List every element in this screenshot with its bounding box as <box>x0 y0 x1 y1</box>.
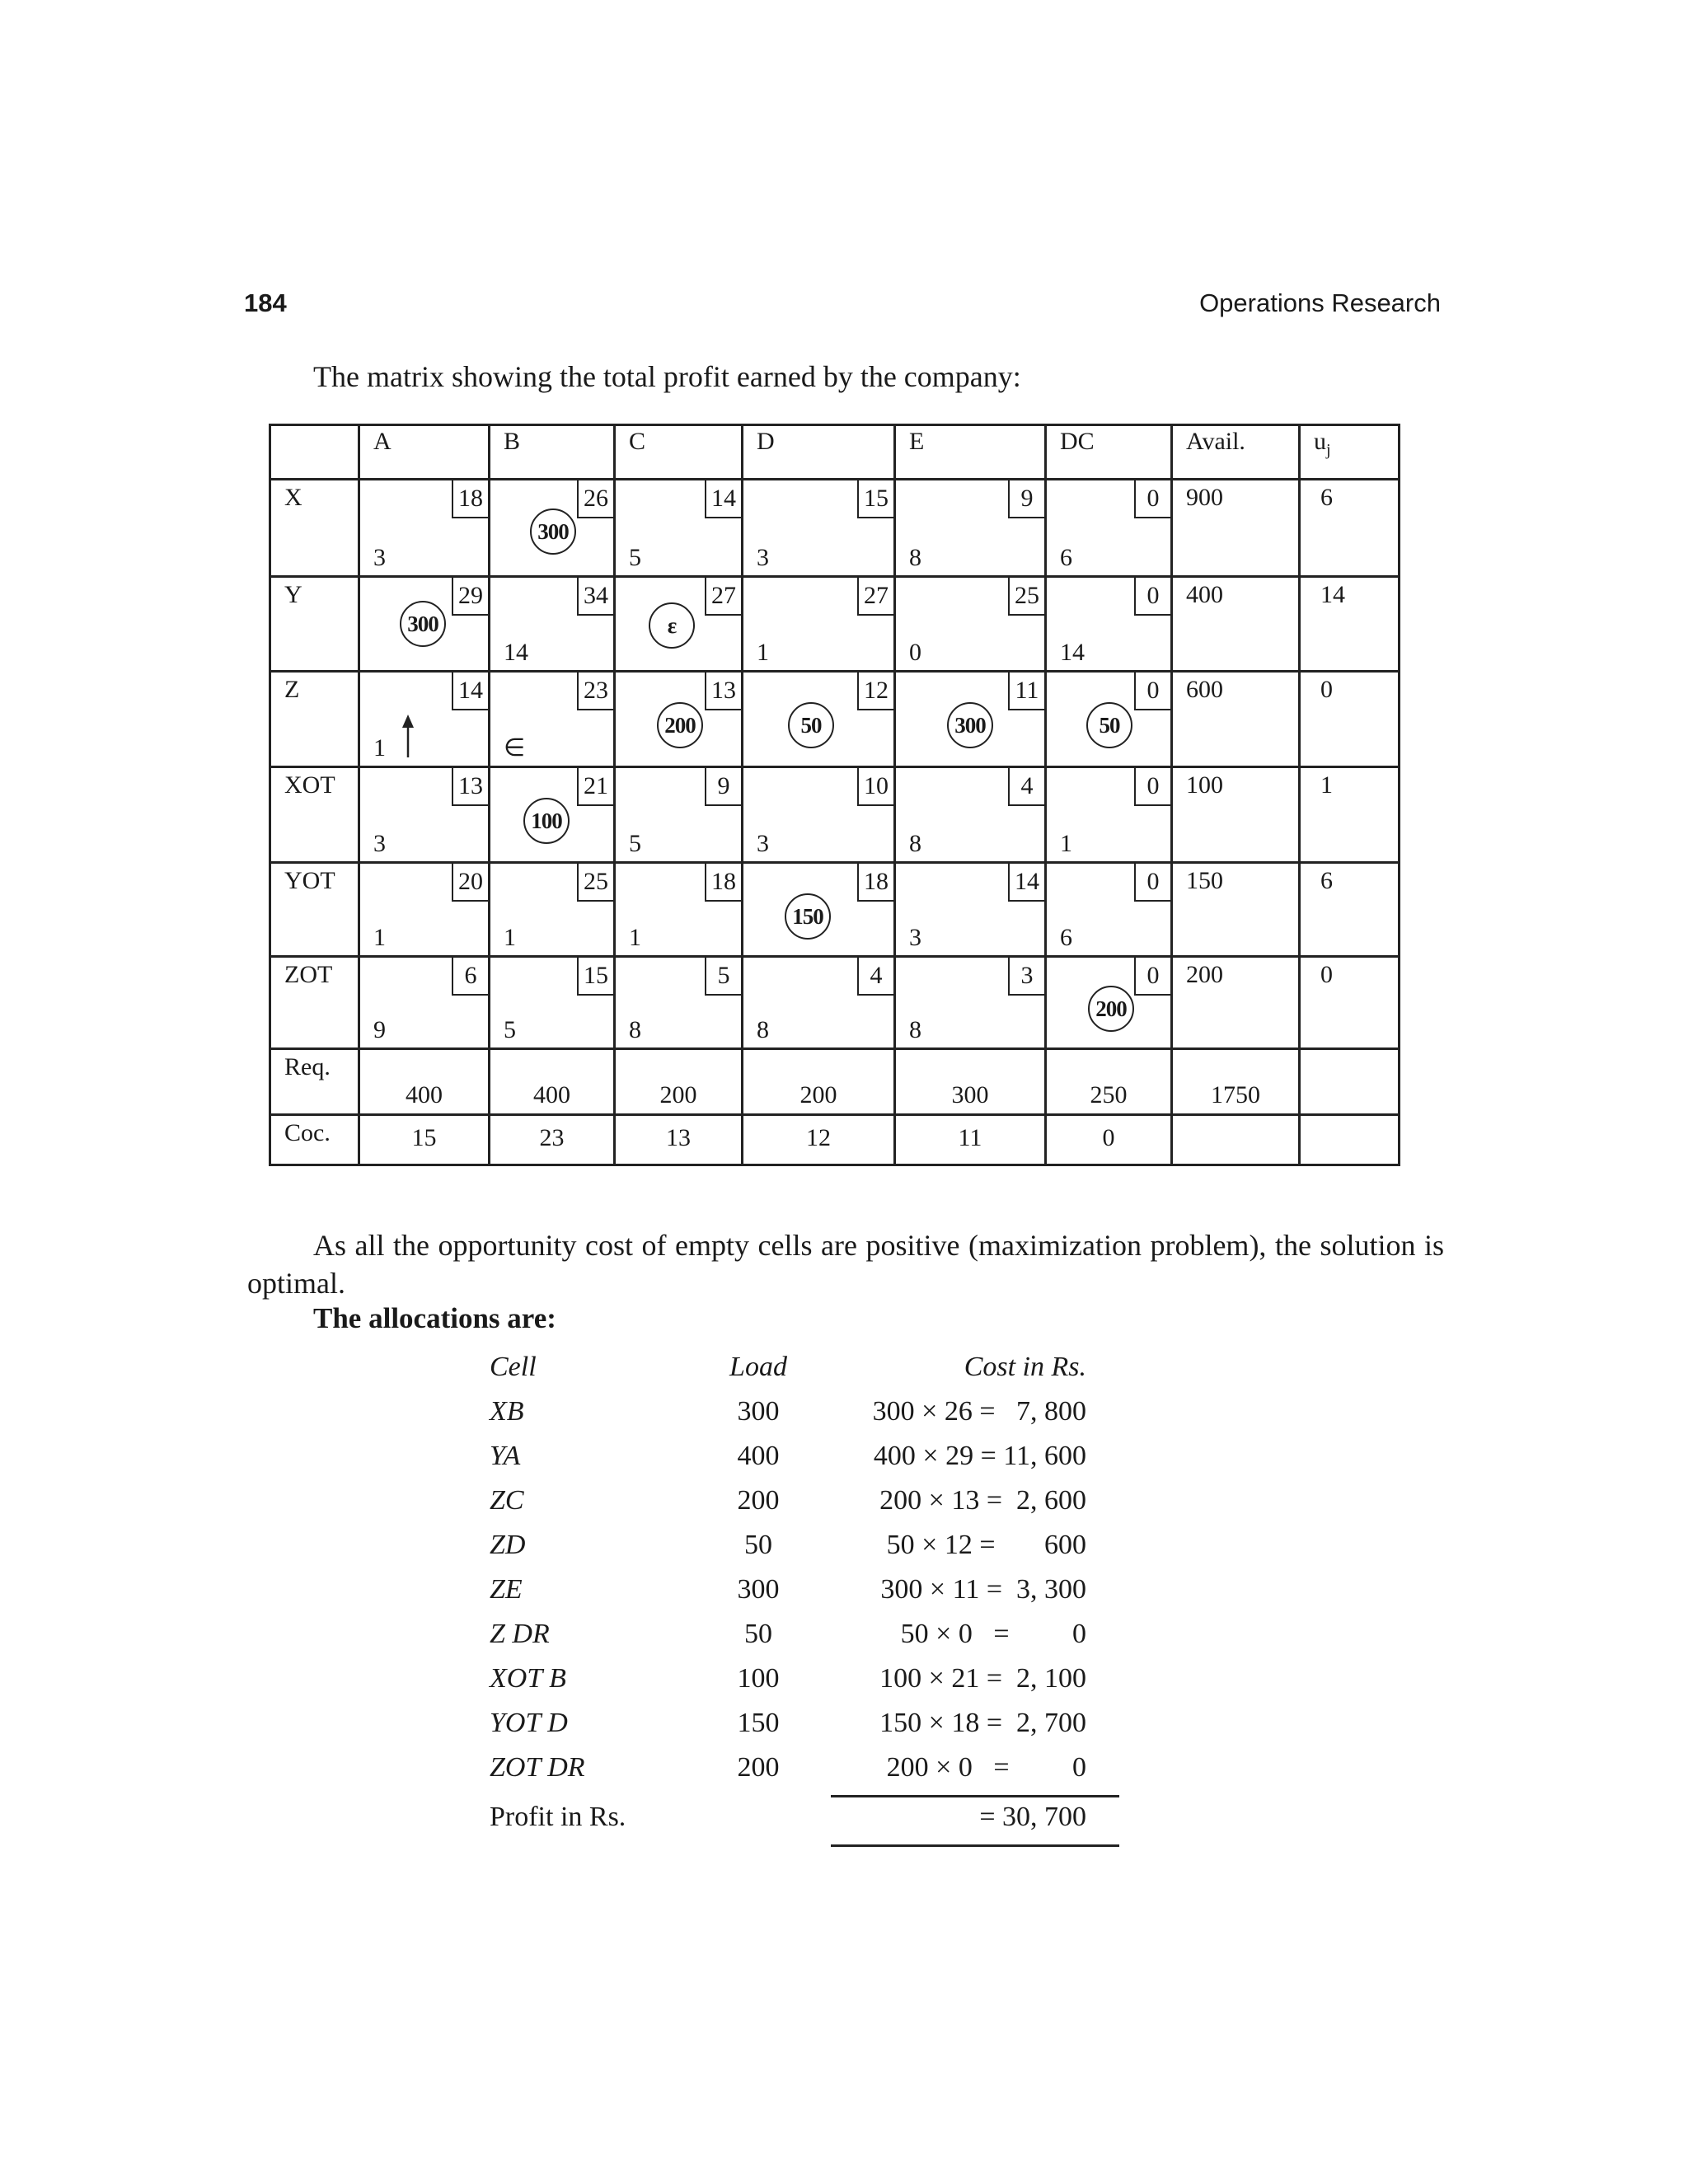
unit-profit-box: 0 <box>1134 480 1170 518</box>
allocation-circle: 150 <box>785 893 831 940</box>
unit-profit-box: 23 <box>577 673 613 710</box>
opportunity-cost: 8 <box>629 1016 641 1043</box>
row-label-cell <box>269 766 358 861</box>
unit-profit-box: 4 <box>1008 768 1044 806</box>
matrix-cell <box>488 955 613 1047</box>
matrix-cell <box>893 861 1044 955</box>
matrix-cell <box>741 766 893 861</box>
req-value: 200 <box>799 1081 837 1108</box>
coc-row <box>269 1113 1400 1166</box>
opportunity-cost: 5 <box>629 830 641 857</box>
opportunity-cost: 1 <box>373 924 386 951</box>
allocation-cell-name: ZD <box>490 1530 526 1560</box>
matrix-cell <box>613 955 741 1047</box>
unit-profit-box: 18 <box>705 864 741 902</box>
unit-profit-box: 0 <box>1134 864 1170 902</box>
u-cell <box>1298 670 1400 766</box>
coc-cell <box>358 1113 488 1166</box>
req-cell <box>613 1047 741 1113</box>
coc-label-cell <box>269 1113 358 1166</box>
req-label-cell <box>269 1047 358 1113</box>
u-value: 14 <box>1320 581 1345 608</box>
u-cell <box>1298 478 1400 575</box>
column-header <box>613 424 741 478</box>
req-cell <box>741 1047 893 1113</box>
column-header <box>358 424 488 478</box>
avail-cell <box>1170 575 1298 670</box>
availability-value: 150 <box>1186 867 1223 894</box>
matrix-cell <box>741 955 893 1047</box>
matrix-cell <box>1044 766 1170 861</box>
opportunity-cost: 3 <box>757 544 769 571</box>
opportunity-cost: 14 <box>1060 639 1085 666</box>
allocation-load: 150 <box>737 1708 780 1738</box>
allocation-load: 200 <box>737 1485 780 1516</box>
matrix-cell <box>488 478 613 575</box>
allocation-row <box>0 1574 1688 1619</box>
u-value: 6 <box>1320 484 1333 511</box>
corner-cell <box>269 424 358 478</box>
u-value: 1 <box>1320 771 1333 799</box>
matrix-header-row <box>269 424 1400 478</box>
unit-profit-box: 21 <box>577 768 613 806</box>
u-value: 0 <box>1320 676 1333 703</box>
matrix-row <box>269 575 1400 670</box>
req-cell <box>1170 1047 1298 1113</box>
allocation-row <box>0 1663 1688 1708</box>
u-value: 0 <box>1320 961 1333 988</box>
unit-profit-box: 14 <box>705 480 741 518</box>
unit-profit-box: 0 <box>1134 958 1170 996</box>
allocation-circle: 50 <box>788 702 834 748</box>
matrix-cell <box>358 861 488 955</box>
opportunity-cost: 1 <box>757 639 769 666</box>
allocation-load: 50 <box>744 1619 772 1649</box>
u-value: 6 <box>1320 867 1333 894</box>
unit-profit-box: 14 <box>452 673 488 710</box>
coc-value: 15 <box>411 1124 437 1151</box>
row-label: Y <box>284 581 302 608</box>
unit-profit-box: 14 <box>1008 864 1044 902</box>
req-cell <box>1044 1047 1170 1113</box>
column-header-label: A <box>373 428 392 455</box>
allocation-row <box>0 1485 1688 1530</box>
matrix-cell <box>613 861 741 955</box>
opportunity-cost: 6 <box>1060 924 1072 951</box>
avail-cell <box>1170 478 1298 575</box>
matrix-cell <box>1044 670 1170 766</box>
cell-header: Cell <box>490 1352 537 1382</box>
avail-cell <box>1170 766 1298 861</box>
allocation-load: 50 <box>744 1530 772 1560</box>
allocation-circle: 300 <box>530 509 576 555</box>
row-label: ZOT <box>284 961 333 988</box>
row-label-cell <box>269 575 358 670</box>
opportunity-cost: 5 <box>504 1016 516 1043</box>
opportunity-cost: 3 <box>757 830 769 857</box>
allocation-cell-name: XOT B <box>490 1663 566 1694</box>
req-value: 400 <box>406 1081 443 1108</box>
row-label-cell <box>269 861 358 955</box>
matrix-cell <box>358 670 488 766</box>
coc-cell <box>488 1113 613 1166</box>
unit-profit-box: 26 <box>577 480 613 518</box>
opportunity-cost: ∈ <box>504 734 526 762</box>
running-head: Operations Research <box>1199 288 1441 317</box>
avail-cell <box>1170 861 1298 955</box>
matrix-cell <box>613 670 741 766</box>
coc-value: 23 <box>539 1124 565 1151</box>
req-cell <box>358 1047 488 1113</box>
coc-cell <box>1044 1113 1170 1166</box>
conclusion-paragraph: As all the opportunity cost of empty cells are positive (maximization problem), the solution is optimal. <box>247 1229 1444 1300</box>
allocation-load: 300 <box>737 1396 780 1427</box>
req-row <box>269 1047 1400 1113</box>
req-cell <box>488 1047 613 1113</box>
matrix-cell <box>613 478 741 575</box>
coc-value: 13 <box>666 1124 691 1151</box>
opportunity-cost: 14 <box>504 639 528 666</box>
profit-matrix <box>269 424 1400 1166</box>
matrix-cell <box>893 670 1044 766</box>
allocation-circle: 300 <box>947 702 993 748</box>
availability-value: 900 <box>1186 484 1223 511</box>
allocation-cost: 50 × 12 = 600 <box>886 1530 1086 1560</box>
req-cell <box>893 1047 1044 1113</box>
matrix-row <box>269 955 1400 1047</box>
availability-value: 600 <box>1186 676 1223 703</box>
req-value: 300 <box>951 1081 989 1108</box>
coc-cell <box>893 1113 1044 1166</box>
row-label-cell <box>269 955 358 1047</box>
matrix-cell <box>358 766 488 861</box>
matrix-cell <box>1044 955 1170 1047</box>
unit-profit-box: 9 <box>1008 480 1044 518</box>
allocation-cost: 300 × 26 = 7, 800 <box>872 1396 1086 1427</box>
allocation-cell-name: XB <box>490 1396 524 1427</box>
matrix-cell <box>1044 861 1170 955</box>
sum-rule-bottom <box>831 1844 1119 1847</box>
allocation-row <box>0 1396 1688 1441</box>
matrix-cell <box>358 575 488 670</box>
row-label-cell <box>269 670 358 766</box>
allocation-row <box>0 1530 1688 1574</box>
allocation-row <box>0 1708 1688 1752</box>
req-value: 200 <box>659 1081 697 1108</box>
opportunity-cost: 8 <box>909 830 921 857</box>
matrix-cell <box>893 575 1044 670</box>
sum-rule-top <box>831 1795 1119 1797</box>
req-cell <box>1298 1047 1400 1113</box>
matrix-row <box>269 766 1400 861</box>
matrix-row <box>269 861 1400 955</box>
column-header <box>1044 424 1170 478</box>
allocation-circle: 200 <box>657 702 703 748</box>
opportunity-cost: 3 <box>373 544 386 571</box>
allocation-cell-name: ZE <box>490 1574 523 1605</box>
u-cell <box>1298 955 1400 1047</box>
matrix-cell <box>741 478 893 575</box>
matrix-cell <box>358 955 488 1047</box>
column-header <box>488 424 613 478</box>
allocation-cost: 200 × 13 = 2, 600 <box>879 1485 1086 1516</box>
matrix-cell <box>488 766 613 861</box>
unit-profit-box: 11 <box>1008 673 1044 710</box>
load-header: Load <box>729 1352 787 1382</box>
req-label: Req. <box>284 1053 331 1080</box>
allocation-cell-name: Z DR <box>490 1619 550 1649</box>
column-header <box>1298 424 1400 478</box>
matrix-cell <box>1044 478 1170 575</box>
column-header-label: $u_j$ <box>1314 428 1331 459</box>
avail-cell <box>1170 670 1298 766</box>
coc-value: 0 <box>1102 1124 1115 1151</box>
unit-profit-box: 10 <box>857 768 893 806</box>
allocation-row <box>0 1752 1688 1797</box>
allocation-cost: 300 × 11 = 3, 300 <box>880 1574 1086 1605</box>
avail-cell <box>1170 955 1298 1047</box>
allocation-cost: 100 × 21 = 2, 100 <box>879 1663 1086 1694</box>
allocation-circle: 100 <box>523 798 570 844</box>
unit-profit-box: 20 <box>452 864 488 902</box>
column-header-label: C <box>629 428 646 455</box>
allocation-cost: 400 × 29 = 11, 600 <box>873 1441 1086 1471</box>
matrix-row <box>269 670 1400 766</box>
unit-profit-box: 5 <box>705 958 741 996</box>
coc-cell <box>1298 1113 1400 1166</box>
unit-profit-box: 27 <box>705 578 741 616</box>
allocation-cell-name: ZC <box>490 1485 524 1516</box>
matrix-cell <box>741 670 893 766</box>
cost-header: Cost in Rs. <box>964 1352 1086 1382</box>
allocation-load: 300 <box>737 1574 780 1605</box>
unit-profit-box: 29 <box>452 578 488 616</box>
matrix-cell <box>741 861 893 955</box>
allocation-load: 100 <box>737 1663 780 1694</box>
matrix-row <box>269 478 1400 575</box>
allocation-circle: 50 <box>1086 702 1132 748</box>
matrix-cell <box>488 670 613 766</box>
allocations-heading: The allocations are: <box>313 1302 556 1334</box>
allocation-row <box>0 1441 1688 1485</box>
u-cell <box>1298 861 1400 955</box>
column-header-label: B <box>504 428 521 455</box>
opportunity-cost: 8 <box>909 544 921 571</box>
allocation-cell-name: YA <box>490 1441 521 1471</box>
total-profit-value: = 30, 700 <box>979 1802 1086 1832</box>
subscript: j <box>1326 441 1331 459</box>
matrix-cell <box>893 478 1044 575</box>
opportunity-cost: 9 <box>373 1016 386 1043</box>
opportunity-cost: 8 <box>909 1016 921 1043</box>
allocation-circle: 300 <box>400 601 446 647</box>
allocation-cell-name: ZOT DR <box>490 1752 585 1783</box>
opportunity-cost: 3 <box>373 830 386 857</box>
column-header-label: D <box>757 428 775 455</box>
unit-profit-box: 0 <box>1134 673 1170 710</box>
row-label: X <box>284 484 302 511</box>
page-number: 184 <box>244 288 287 317</box>
allocation-cost: 150 × 18 = 2, 700 <box>879 1708 1086 1738</box>
allocation-cost: 50 × 0 = 0 <box>900 1619 1086 1649</box>
allocation-row <box>0 1619 1688 1663</box>
unit-profit-box: 4 <box>857 958 893 996</box>
u-cell <box>1298 575 1400 670</box>
availability-value: 400 <box>1186 581 1223 608</box>
matrix-cell <box>488 861 613 955</box>
allocation-cost: 200 × 0 = 0 <box>886 1752 1086 1783</box>
unit-profit-box: 15 <box>857 480 893 518</box>
column-header <box>1170 424 1298 478</box>
matrix-cell <box>893 766 1044 861</box>
opportunity-cost: 1 <box>504 924 516 951</box>
unit-profit-box: 18 <box>452 480 488 518</box>
matrix-cell <box>488 575 613 670</box>
opportunity-cost: 1 <box>1060 830 1072 857</box>
coc-value: 12 <box>806 1124 831 1151</box>
req-value: 400 <box>533 1081 570 1108</box>
coc-cell <box>613 1113 741 1166</box>
opportunity-cost: 8 <box>757 1016 769 1043</box>
availability-value: 100 <box>1186 771 1223 799</box>
matrix-cell <box>358 478 488 575</box>
matrix-cell <box>741 575 893 670</box>
unit-profit-box: 0 <box>1134 578 1170 616</box>
intro-sentence: The matrix showing the total profit earned by the company: <box>313 360 1021 393</box>
coc-cell <box>741 1113 893 1166</box>
unit-profit-box: 15 <box>577 958 613 996</box>
allocations-header-row <box>0 1352 1688 1396</box>
row-label: Z <box>284 676 300 703</box>
allocation-circle: 200 <box>1088 986 1134 1032</box>
unit-profit-box: 0 <box>1134 768 1170 806</box>
column-header <box>741 424 893 478</box>
column-header-label: E <box>909 428 925 455</box>
u-cell <box>1298 766 1400 861</box>
unit-profit-box: 25 <box>1008 578 1044 616</box>
row-label: XOT <box>284 771 335 799</box>
opportunity-cost: 1 <box>629 924 641 951</box>
column-header <box>893 424 1044 478</box>
row-label-cell <box>269 478 358 575</box>
matrix-cell <box>893 955 1044 1047</box>
matrix-cell <box>613 766 741 861</box>
column-header-label: Avail. <box>1186 428 1245 455</box>
opportunity-cost: 5 <box>629 544 641 571</box>
column-header-label: DC <box>1060 428 1095 455</box>
opportunity-cost: 0 <box>909 639 921 666</box>
unit-profit-box: 25 <box>577 864 613 902</box>
up-arrow-icon <box>400 715 416 759</box>
coc-value: 11 <box>958 1124 982 1151</box>
unit-profit-box: 9 <box>705 768 741 806</box>
unit-profit-box: 3 <box>1008 958 1044 996</box>
matrix-cell <box>1044 575 1170 670</box>
total-profit-label: Profit in Rs. <box>490 1802 626 1832</box>
allocation-load: 400 <box>737 1441 780 1471</box>
opportunity-cost: 6 <box>1060 544 1072 571</box>
unit-profit-box: 34 <box>577 578 613 616</box>
unit-profit-box: 27 <box>857 578 893 616</box>
unit-profit-box: 13 <box>705 673 741 710</box>
allocation-cell-name: YOT D <box>490 1708 568 1738</box>
allocation-load: 200 <box>737 1752 780 1783</box>
coc-label: Coc. <box>284 1119 331 1146</box>
unit-profit-box: 13 <box>452 768 488 806</box>
unit-profit-box: 18 <box>857 864 893 902</box>
opportunity-cost: 1 <box>373 734 386 762</box>
row-label: YOT <box>284 867 335 894</box>
matrix-cell <box>613 575 741 670</box>
req-value: 1750 <box>1211 1081 1260 1108</box>
opportunity-cost: 3 <box>909 924 921 951</box>
unit-profit-box: 6 <box>452 958 488 996</box>
allocation-circle: ε <box>649 602 695 649</box>
availability-value: 200 <box>1186 961 1223 988</box>
coc-cell <box>1170 1113 1298 1166</box>
unit-profit-box: 12 <box>857 673 893 710</box>
req-value: 250 <box>1090 1081 1128 1108</box>
total-row <box>0 1802 1688 1846</box>
